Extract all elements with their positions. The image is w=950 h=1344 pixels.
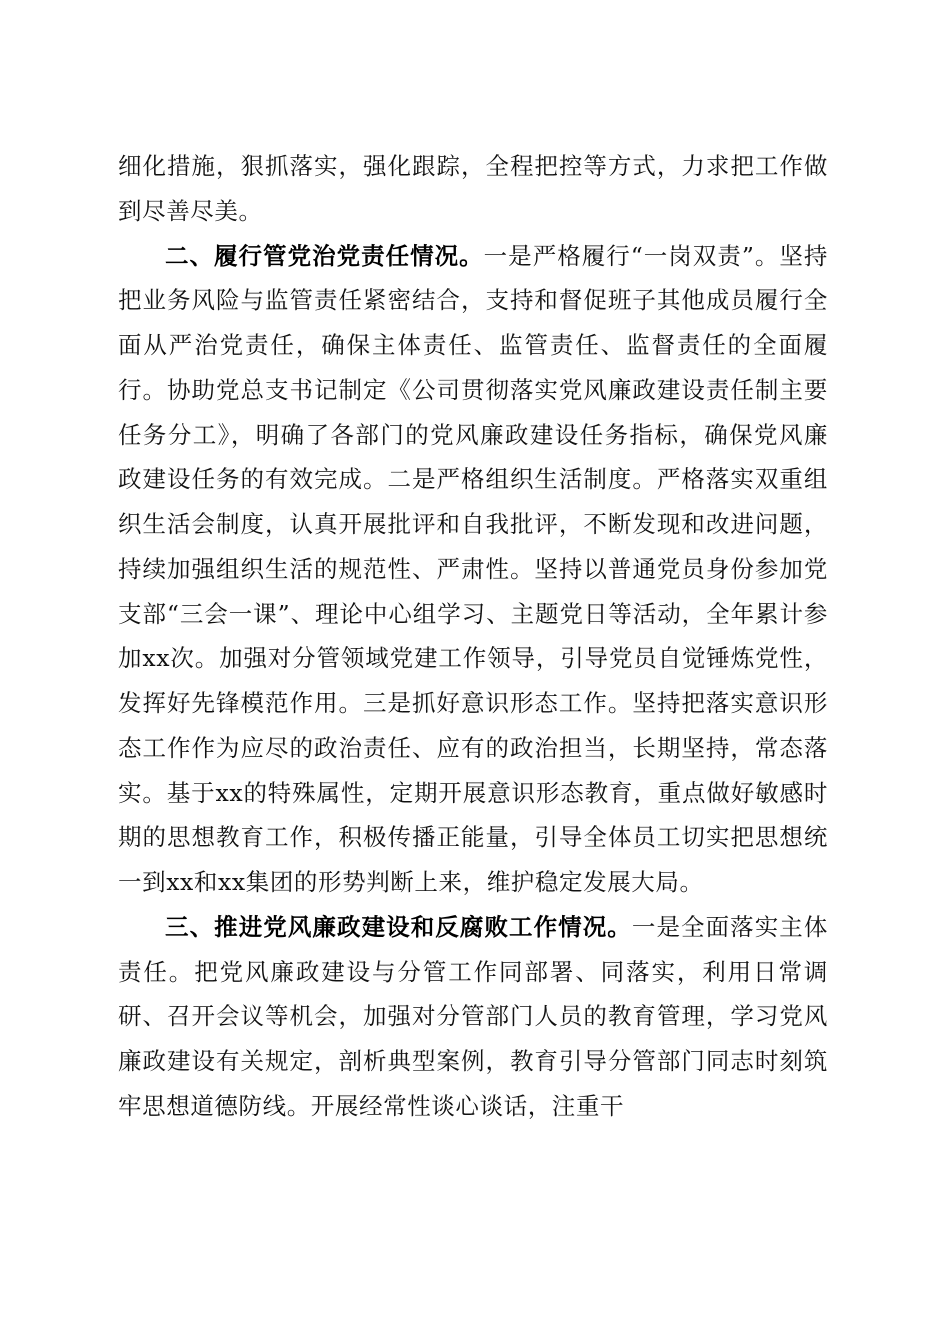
section-heading: 三、推进党风廉政建设和反腐败工作情况。 (165, 912, 632, 941)
paragraph-section-three (118, 905, 828, 1129)
document-body (118, 144, 828, 1129)
paragraph-continuation (118, 144, 828, 234)
paragraph-body: 一是全面落实主体责任。把党风廉政建设与分管工作同部署、同落实，利用日常调研、召开会议等机会，加强对分管部门人员的教育管理，学习党风廉政建设有关规定，剖析典型案例，教育引导分管部门同志时刻筑牢思想道德防线。开展经常性谈心谈话，注重干 (118, 912, 828, 1120)
paragraph-body: 一是严格履行“一岗双责”。坚持把业务风险与监管责任紧密结合，支持和督促班子其他成员履行全面从严治党责任，确保主体责任、监管责任、监督责任的全面履行。协助党总支书记制定《公司贯彻落实党风廉政建设责任制主要任务分工》，明确了各部门的党风廉政建设任务指标，确保党风廉政建设任务的有效完成。二是严格组织生活制度。严格落实双重组织生活会制度，认真开展批评和自我批评，不断发现和改进问题，持续加强组织生活的规范性、严肃性。坚持以普通党员身份参加党支部“三会一课”、理论中心组学习、主题党日等活动，全年累计参加xx次。加强对分管领域党建工作领导，引导党员自觉锤炼党性，发挥好先锋模范作用。三是抓好意识形态工作。坚持把落实意识形态工作作为应尽的政治责任、应有的政治担当，长期坚持，常态落实。基于xx的特殊属性，定期开展意识形态教育，重点做好敏感时期的思想教育工作，积极传播正能量，引导全体员工切实把思想统一到xx和xx集团的形势判断上来，维护稳定发展大局。 (118, 241, 828, 896)
paragraph-section-two (118, 234, 828, 905)
section-heading: 二、履行管党治党责任情况。 (165, 241, 484, 270)
paragraph-body: 细化措施，狠抓落实，强化跟踪，全程把控等方式，力求把工作做到尽善尽美。 (118, 152, 828, 225)
